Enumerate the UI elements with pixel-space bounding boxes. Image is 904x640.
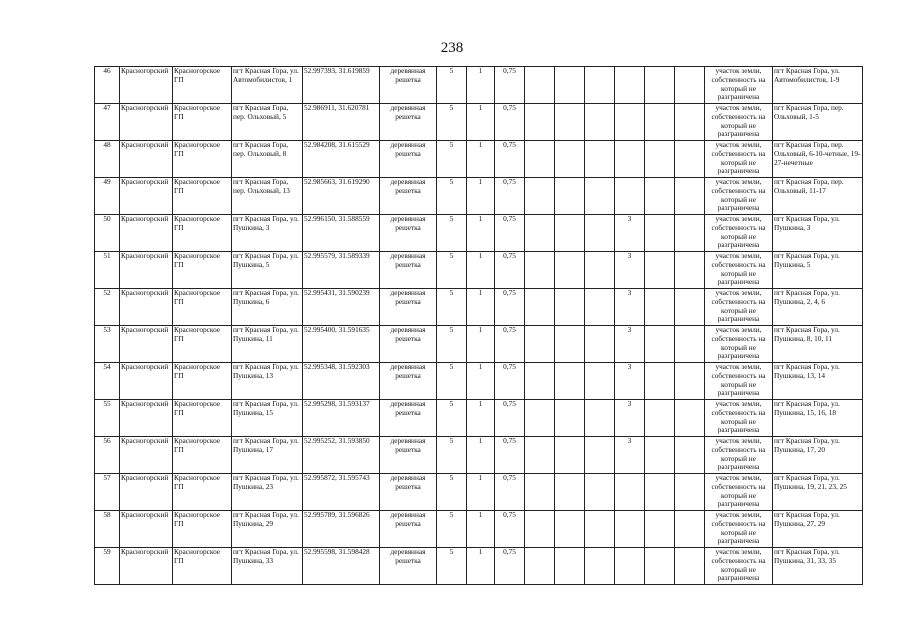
registry-body: [95, 67, 863, 585]
coordinates-cell: 52.995579, 31.589339: [303, 252, 380, 289]
cover-type-cell: деревянная решетка: [380, 67, 437, 104]
page-number: 238: [440, 40, 464, 56]
area-cell: 5: [437, 548, 467, 585]
extra-count-cell: [615, 104, 645, 141]
container-count-cell: 1: [467, 178, 495, 215]
land-status-cell: участок земли, собственность на который не разграничена: [705, 252, 773, 289]
empty-cell: [585, 511, 615, 548]
district-cell: Красногорский: [120, 141, 173, 178]
area-cell: 5: [437, 400, 467, 437]
cover-type-cell: деревянная решетка: [380, 363, 437, 400]
empty-cell: [585, 104, 615, 141]
cover-type-cell: деревянная решетка: [380, 511, 437, 548]
container-volume-cell: 0,75: [495, 326, 525, 363]
district-cell: Красногорский: [120, 363, 173, 400]
settlement-cell: Красногорское ГП: [173, 67, 232, 104]
empty-cell: [525, 178, 555, 215]
container-volume-cell: 0,75: [495, 178, 525, 215]
empty-cell: [645, 252, 675, 289]
empty-cell: [555, 511, 585, 548]
address-cell: пгт Красная Гора, ул. Пушкина, 11: [232, 326, 303, 363]
container-volume-cell: 0,75: [495, 363, 525, 400]
empty-cell: [645, 215, 675, 252]
settlement-cell: Красногорское ГП: [173, 511, 232, 548]
container-count-cell: 1: [467, 67, 495, 104]
cover-type-cell: деревянная решетка: [380, 548, 437, 585]
empty-cell: [555, 437, 585, 474]
coordinates-cell: 52.986911, 31.620781: [303, 104, 380, 141]
container-volume-cell: 0,75: [495, 67, 525, 104]
land-status-cell: участок земли, собственность на который не разграничена: [705, 67, 773, 104]
settlement-cell: Красногорское ГП: [173, 215, 232, 252]
address-cell: пгт Красная Гора, пер. Ольховый, 13: [232, 178, 303, 215]
empty-cell: [645, 67, 675, 104]
served-addresses-cell: пгт Красная Гора, пер. Ольховый, 6-10-четные, 19-27-нечетные: [773, 141, 863, 178]
land-status-cell: участок земли, собственность на который не разграничена: [705, 178, 773, 215]
row-number: 47: [95, 104, 120, 141]
empty-cell: [555, 548, 585, 585]
container-count-cell: 1: [467, 474, 495, 511]
district-cell: Красногорский: [120, 400, 173, 437]
table-row: [95, 548, 863, 585]
land-status-cell: участок земли, собственность на который не разграничена: [705, 141, 773, 178]
container-count-cell: 1: [467, 548, 495, 585]
table-row: [95, 178, 863, 215]
empty-cell: [675, 548, 705, 585]
extra-count-cell: 3: [615, 400, 645, 437]
table-row: [95, 474, 863, 511]
area-cell: 5: [437, 363, 467, 400]
row-number: 56: [95, 437, 120, 474]
coordinates-cell: 52.995348, 31.592303: [303, 363, 380, 400]
settlement-cell: Красногорское ГП: [173, 289, 232, 326]
coordinates-cell: 52.984208, 31.615529: [303, 141, 380, 178]
land-status-cell: участок земли, собственность на который не разграничена: [705, 326, 773, 363]
empty-cell: [555, 104, 585, 141]
served-addresses-cell: пгт Красная Гора, ул. Автомобилистов, 1-9: [773, 67, 863, 104]
empty-cell: [675, 252, 705, 289]
address-cell: пгт Красная Гора, пер. Ольховый, 8: [232, 141, 303, 178]
empty-cell: [645, 178, 675, 215]
coordinates-cell: 52.995400, 31.591635: [303, 326, 380, 363]
cover-type-cell: деревянная решетка: [380, 252, 437, 289]
empty-cell: [555, 400, 585, 437]
row-number: 48: [95, 141, 120, 178]
table-row: [95, 511, 863, 548]
served-addresses-cell: пгт Красная Гора, ул. Пушкина, 31, 33, 35: [773, 548, 863, 585]
empty-cell: [555, 289, 585, 326]
extra-count-cell: 3: [615, 437, 645, 474]
land-status-cell: участок земли, собственность на который не разграничена: [705, 437, 773, 474]
area-cell: 5: [437, 252, 467, 289]
container-volume-cell: 0,75: [495, 511, 525, 548]
settlement-cell: Красногорское ГП: [173, 326, 232, 363]
empty-cell: [525, 215, 555, 252]
extra-count-cell: [615, 548, 645, 585]
container-count-cell: 1: [467, 289, 495, 326]
district-cell: Красногорский: [120, 178, 173, 215]
empty-cell: [555, 474, 585, 511]
table-row: [95, 326, 863, 363]
empty-cell: [645, 363, 675, 400]
land-status-cell: участок земли, собственность на который не разграничена: [705, 363, 773, 400]
empty-cell: [585, 326, 615, 363]
empty-cell: [675, 67, 705, 104]
settlement-cell: Красногорское ГП: [173, 252, 232, 289]
settlement-cell: Красногорское ГП: [173, 104, 232, 141]
extra-count-cell: 3: [615, 289, 645, 326]
container-volume-cell: 0,75: [495, 104, 525, 141]
empty-cell: [675, 363, 705, 400]
served-addresses-cell: пгт Красная Гора, ул. Пушкина, 17, 20: [773, 437, 863, 474]
empty-cell: [675, 437, 705, 474]
container-count-cell: 1: [467, 511, 495, 548]
served-addresses-cell: пгт Красная Гора, ул. Пушкина, 2, 4, 6: [773, 289, 863, 326]
settlement-cell: Красногорское ГП: [173, 474, 232, 511]
table-row: [95, 400, 863, 437]
empty-cell: [525, 363, 555, 400]
empty-cell: [555, 67, 585, 104]
extra-count-cell: [615, 67, 645, 104]
empty-cell: [645, 400, 675, 437]
served-addresses-cell: пгт Красная Гора, ул. Пушкина, 8, 10, 11: [773, 326, 863, 363]
area-cell: 5: [437, 141, 467, 178]
extra-count-cell: [615, 474, 645, 511]
coordinates-cell: 52.997393, 31.619859: [303, 67, 380, 104]
empty-cell: [585, 474, 615, 511]
empty-cell: [555, 326, 585, 363]
container-count-cell: 1: [467, 215, 495, 252]
container-count-cell: 1: [467, 326, 495, 363]
area-cell: 5: [437, 437, 467, 474]
served-addresses-cell: пгт Красная Гора, ул. Пушкина, 13, 14: [773, 363, 863, 400]
empty-cell: [675, 104, 705, 141]
land-status-cell: участок земли, собственность на который не разграничена: [705, 548, 773, 585]
area-cell: 5: [437, 215, 467, 252]
container-volume-cell: 0,75: [495, 548, 525, 585]
district-cell: Красногорский: [120, 104, 173, 141]
container-volume-cell: 0,75: [495, 437, 525, 474]
area-cell: 5: [437, 474, 467, 511]
table-row: [95, 104, 863, 141]
address-cell: пгт Красная Гора, ул. Пушкина, 23: [232, 474, 303, 511]
served-addresses-cell: пгт Красная Гора, пер. Ольховый, 11-17: [773, 178, 863, 215]
district-cell: Красногорский: [120, 252, 173, 289]
container-count-cell: 1: [467, 400, 495, 437]
empty-cell: [675, 215, 705, 252]
district-cell: Красногорский: [120, 67, 173, 104]
address-cell: пгт Красная Гора, ул. Пушкина, 15: [232, 400, 303, 437]
extra-count-cell: 3: [615, 326, 645, 363]
extra-count-cell: 3: [615, 252, 645, 289]
coordinates-cell: 52.995789, 31.596826: [303, 511, 380, 548]
empty-cell: [675, 178, 705, 215]
row-number: 46: [95, 67, 120, 104]
land-status-cell: участок земли, собственность на который не разграничена: [705, 400, 773, 437]
address-cell: пгт Красная Гора, ул. Пушкина, 5: [232, 252, 303, 289]
registry-table: [94, 66, 863, 585]
container-volume-cell: 0,75: [495, 141, 525, 178]
empty-cell: [585, 289, 615, 326]
row-number: 55: [95, 400, 120, 437]
address-cell: пгт Красная Гора, ул. Пушкина, 3: [232, 215, 303, 252]
empty-cell: [555, 215, 585, 252]
cover-type-cell: деревянная решетка: [380, 289, 437, 326]
extra-count-cell: 3: [615, 215, 645, 252]
address-cell: пгт Красная Гора, ул. Пушкина, 6: [232, 289, 303, 326]
container-volume-cell: 0,75: [495, 400, 525, 437]
empty-cell: [525, 141, 555, 178]
empty-cell: [585, 215, 615, 252]
land-status-cell: участок земли, собственность на который не разграничена: [705, 289, 773, 326]
empty-cell: [645, 437, 675, 474]
district-cell: Красногорский: [120, 215, 173, 252]
empty-cell: [585, 141, 615, 178]
empty-cell: [525, 437, 555, 474]
coordinates-cell: 52.995252, 31.593850: [303, 437, 380, 474]
district-cell: Красногорский: [120, 437, 173, 474]
district-cell: Красногорский: [120, 511, 173, 548]
container-count-cell: 1: [467, 437, 495, 474]
empty-cell: [585, 437, 615, 474]
settlement-cell: Красногорское ГП: [173, 400, 232, 437]
settlement-cell: Красногорское ГП: [173, 141, 232, 178]
district-cell: Красногорский: [120, 548, 173, 585]
settlement-cell: Красногорское ГП: [173, 363, 232, 400]
served-addresses-cell: пгт Красная Гора, ул. Пушкина, 3: [773, 215, 863, 252]
area-cell: 5: [437, 104, 467, 141]
served-addresses-cell: пгт Красная Гора, пер. Ольховый, 1-5: [773, 104, 863, 141]
address-cell: пгт Красная Гора, ул. Пушкина, 17: [232, 437, 303, 474]
empty-cell: [675, 474, 705, 511]
coordinates-cell: 52.995598, 31.598428: [303, 548, 380, 585]
empty-cell: [555, 363, 585, 400]
row-number: 59: [95, 548, 120, 585]
empty-cell: [645, 474, 675, 511]
empty-cell: [585, 400, 615, 437]
row-number: 57: [95, 474, 120, 511]
land-status-cell: участок земли, собственность на который не разграничена: [705, 215, 773, 252]
cover-type-cell: деревянная решетка: [380, 474, 437, 511]
table-row: [95, 67, 863, 104]
coordinates-cell: 52.995298, 31.593137: [303, 400, 380, 437]
address-cell: пгт Красная Гора, пер. Ольховый, 5: [232, 104, 303, 141]
container-count-cell: 1: [467, 141, 495, 178]
empty-cell: [675, 326, 705, 363]
district-cell: Красногорский: [120, 289, 173, 326]
row-number: 51: [95, 252, 120, 289]
row-number: 49: [95, 178, 120, 215]
area-cell: 5: [437, 67, 467, 104]
empty-cell: [585, 548, 615, 585]
empty-cell: [645, 326, 675, 363]
area-cell: 5: [437, 511, 467, 548]
empty-cell: [675, 400, 705, 437]
empty-cell: [585, 363, 615, 400]
empty-cell: [525, 474, 555, 511]
served-addresses-cell: пгт Красная Гора, ул. Пушкина, 15, 16, 18: [773, 400, 863, 437]
empty-cell: [525, 511, 555, 548]
district-cell: Красногорский: [120, 474, 173, 511]
area-cell: 5: [437, 326, 467, 363]
coordinates-cell: 52.995872, 31.595743: [303, 474, 380, 511]
land-status-cell: участок земли, собственность на который не разграничена: [705, 104, 773, 141]
table-row: [95, 289, 863, 326]
served-addresses-cell: пгт Красная Гора, ул. Пушкина, 27, 29: [773, 511, 863, 548]
container-volume-cell: 0,75: [495, 215, 525, 252]
empty-cell: [645, 104, 675, 141]
table-row: [95, 141, 863, 178]
coordinates-cell: 52.995431, 31.590239: [303, 289, 380, 326]
extra-count-cell: [615, 141, 645, 178]
empty-cell: [555, 178, 585, 215]
cover-type-cell: деревянная решетка: [380, 141, 437, 178]
address-cell: пгт Красная Гора, ул. Пушкина, 13: [232, 363, 303, 400]
served-addresses-cell: пгт Красная Гора, ул. Пушкина, 5: [773, 252, 863, 289]
cover-type-cell: деревянная решетка: [380, 215, 437, 252]
coordinates-cell: 52.996150, 31.588559: [303, 215, 380, 252]
empty-cell: [585, 178, 615, 215]
empty-cell: [525, 326, 555, 363]
served-addresses-cell: пгт Красная Гора, ул. Пушкина, 19, 21, 23, 25: [773, 474, 863, 511]
land-status-cell: участок земли, собственность на который не разграничена: [705, 511, 773, 548]
settlement-cell: Красногорское ГП: [173, 437, 232, 474]
cover-type-cell: деревянная решетка: [380, 400, 437, 437]
empty-cell: [645, 548, 675, 585]
empty-cell: [555, 141, 585, 178]
empty-cell: [525, 548, 555, 585]
address-cell: пгт Красная Гора, ул. Пушкина, 29: [232, 511, 303, 548]
row-number: 52: [95, 289, 120, 326]
container-count-cell: 1: [467, 363, 495, 400]
empty-cell: [525, 252, 555, 289]
empty-cell: [675, 511, 705, 548]
table-row: [95, 363, 863, 400]
container-volume-cell: 0,75: [495, 289, 525, 326]
empty-cell: [585, 67, 615, 104]
cover-type-cell: деревянная решетка: [380, 437, 437, 474]
district-cell: Красногорский: [120, 326, 173, 363]
container-volume-cell: 0,75: [495, 474, 525, 511]
address-cell: пгт Красная Гора, ул. Автомобилистов, 1: [232, 67, 303, 104]
cover-type-cell: деревянная решетка: [380, 104, 437, 141]
land-status-cell: участок земли, собственность на который не разграничена: [705, 474, 773, 511]
empty-cell: [525, 289, 555, 326]
row-number: 53: [95, 326, 120, 363]
address-cell: пгт Красная Гора, ул. Пушкина, 33: [232, 548, 303, 585]
row-number: 54: [95, 363, 120, 400]
container-volume-cell: 0,75: [495, 252, 525, 289]
empty-cell: [645, 289, 675, 326]
table-row: [95, 252, 863, 289]
cover-type-cell: деревянная решетка: [380, 178, 437, 215]
empty-cell: [645, 511, 675, 548]
cover-type-cell: деревянная решетка: [380, 326, 437, 363]
container-count-cell: 1: [467, 104, 495, 141]
empty-cell: [675, 289, 705, 326]
row-number: 50: [95, 215, 120, 252]
settlement-cell: Красногорское ГП: [173, 178, 232, 215]
coordinates-cell: 52.985663, 31.619290: [303, 178, 380, 215]
table-row: [95, 437, 863, 474]
empty-cell: [525, 104, 555, 141]
area-cell: 5: [437, 178, 467, 215]
empty-cell: [555, 252, 585, 289]
extra-count-cell: [615, 511, 645, 548]
container-count-cell: 1: [467, 252, 495, 289]
empty-cell: [675, 141, 705, 178]
table-row: [95, 215, 863, 252]
settlement-cell: Красногорское ГП: [173, 548, 232, 585]
row-number: 58: [95, 511, 120, 548]
area-cell: 5: [437, 289, 467, 326]
empty-cell: [645, 141, 675, 178]
empty-cell: [585, 252, 615, 289]
empty-cell: [525, 400, 555, 437]
extra-count-cell: [615, 178, 645, 215]
extra-count-cell: 3: [615, 363, 645, 400]
empty-cell: [525, 67, 555, 104]
